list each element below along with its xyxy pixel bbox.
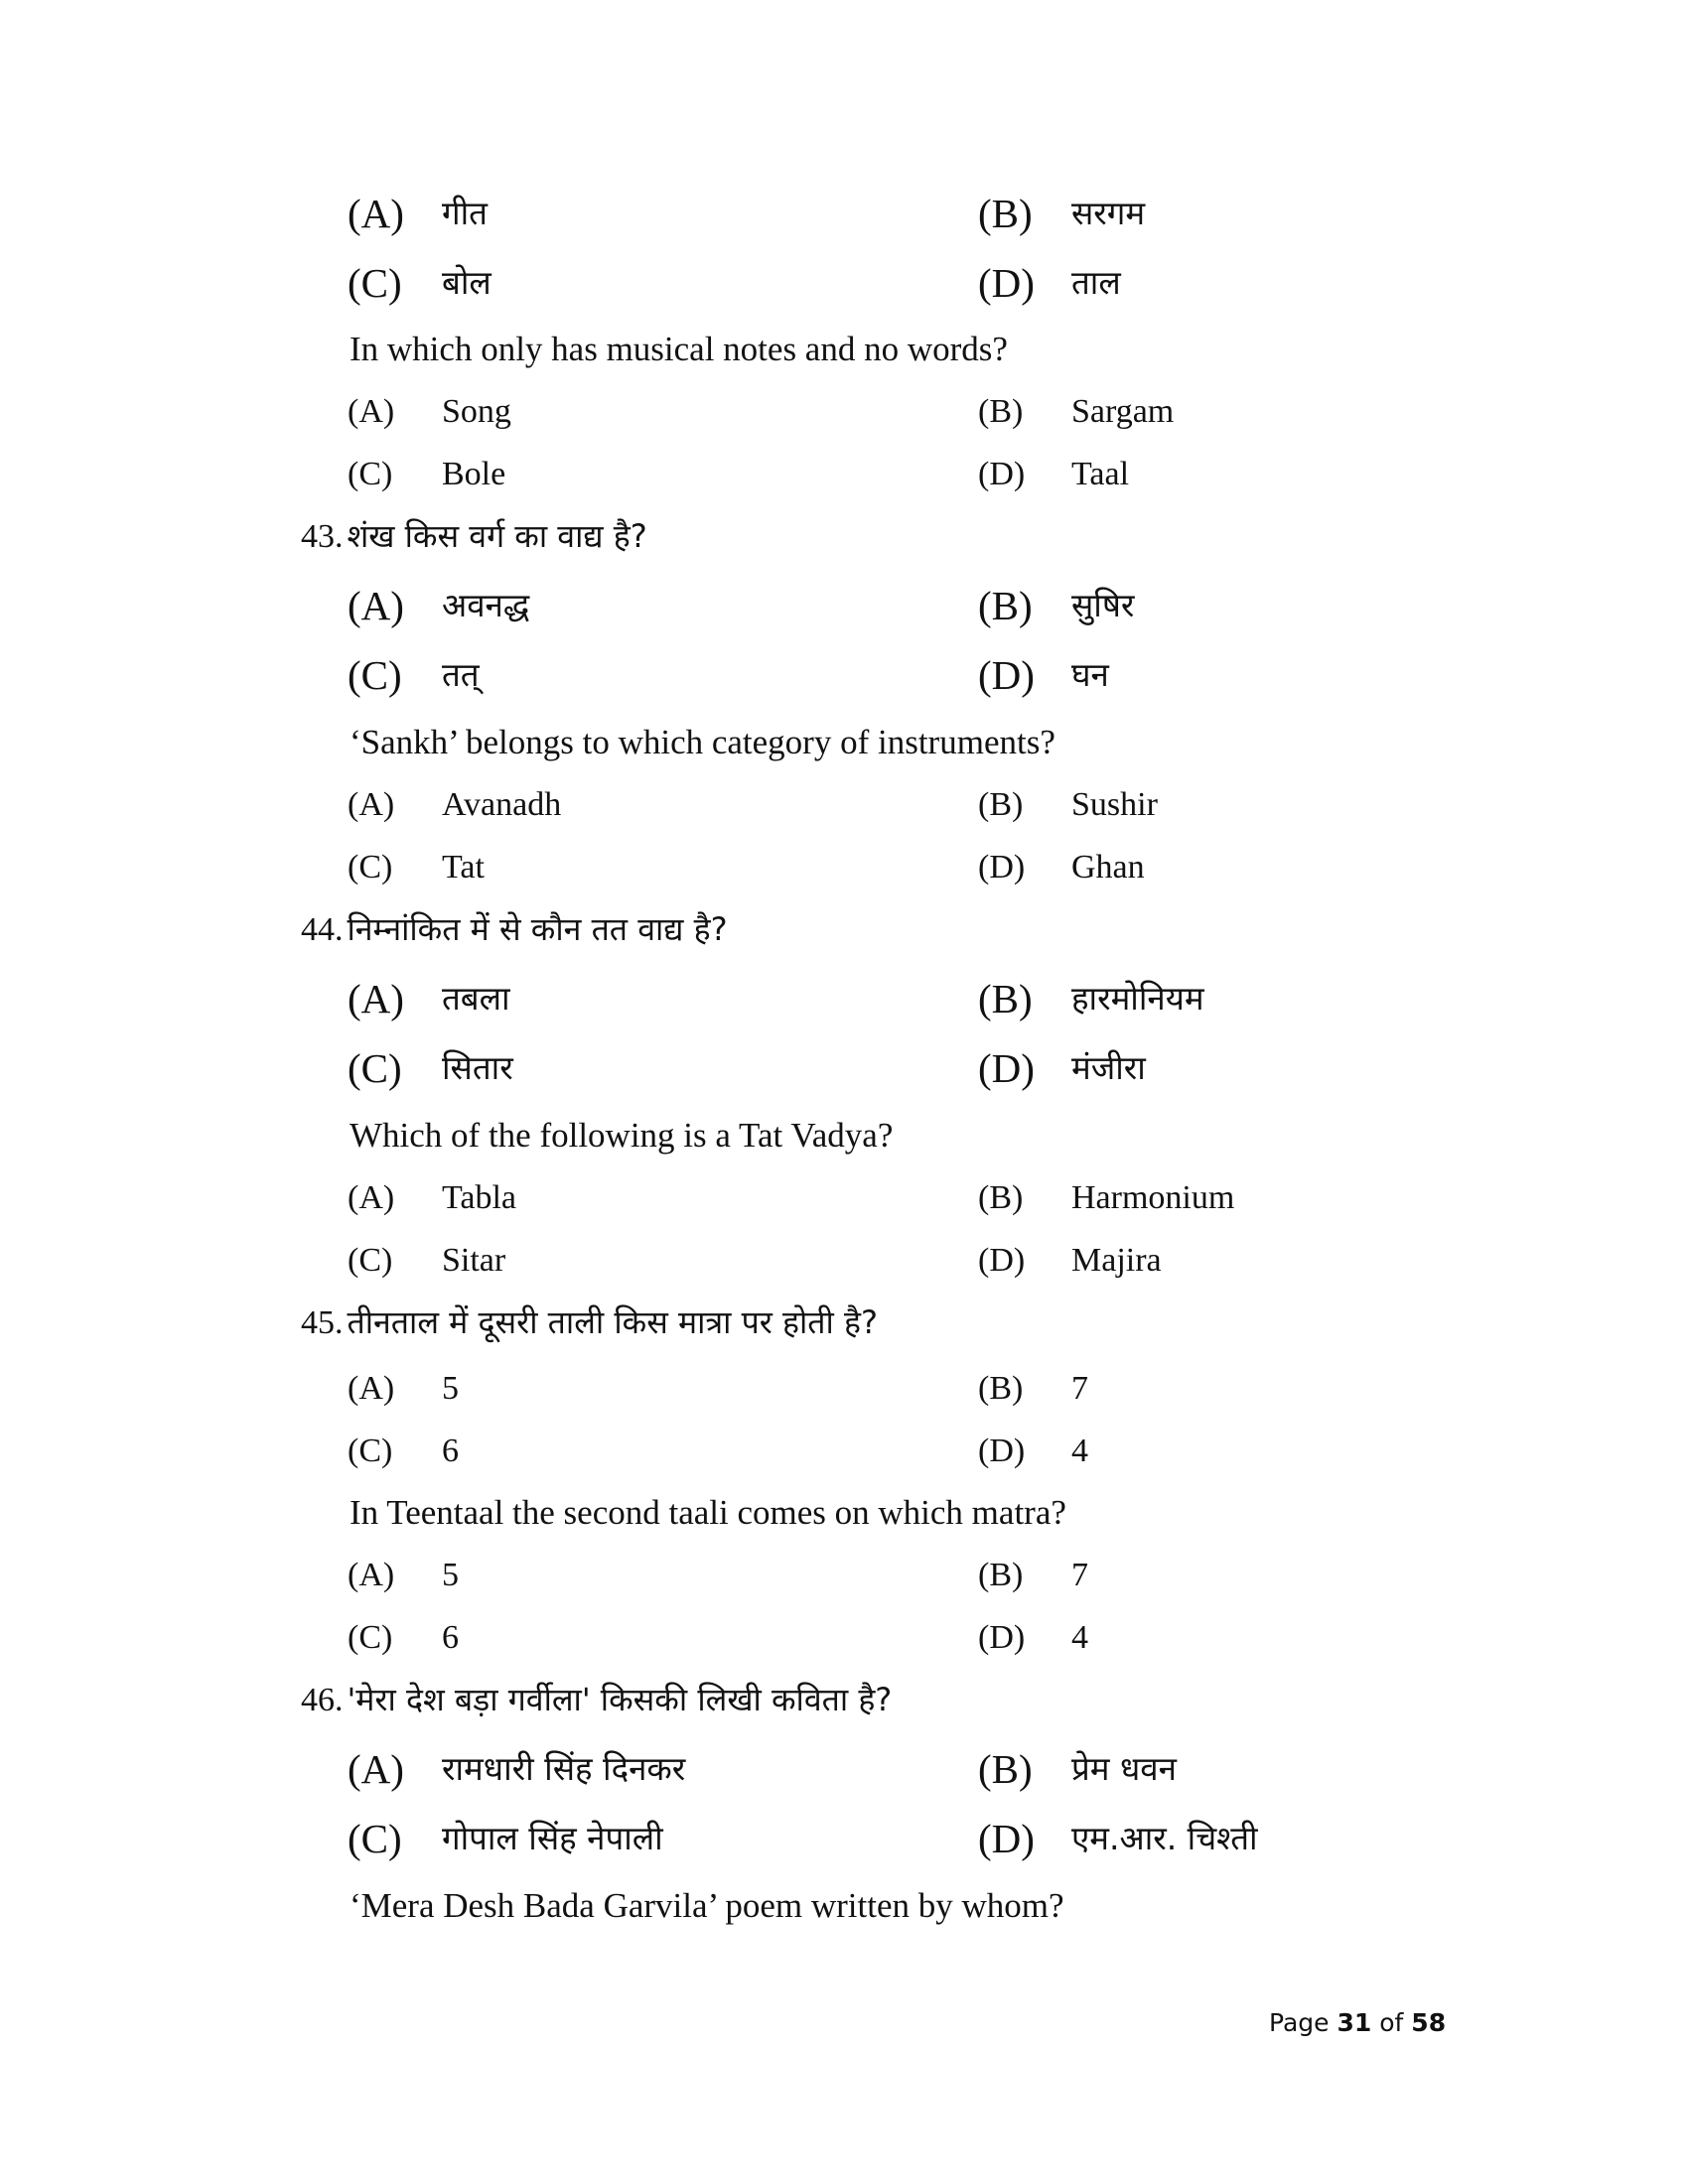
option-label: (A) <box>348 1179 395 1216</box>
option-label: (C) <box>348 1045 402 1091</box>
option-label: (C) <box>348 1619 393 1656</box>
option-text: 4 <box>1071 1433 1088 1469</box>
option-label: (D) <box>978 1816 1035 1861</box>
option-text: Sargam <box>1071 393 1175 430</box>
option-row <box>0 1420 1688 1483</box>
option-text: ताल <box>1071 263 1121 302</box>
option-row <box>0 1544 1688 1607</box>
option-label: (A) <box>348 583 404 628</box>
option-label: (B) <box>978 1746 1033 1792</box>
option-label: (D) <box>978 652 1035 698</box>
option-row <box>0 380 1688 444</box>
option-text: Majira <box>1071 1242 1162 1279</box>
option-row <box>0 443 1688 506</box>
option-label: (D) <box>978 1433 1026 1469</box>
question-number: 46. <box>301 1682 344 1718</box>
page-footer <box>1269 2003 1446 2043</box>
option-text: अवनद्ध <box>442 586 530 624</box>
option-label: (A) <box>348 393 395 430</box>
question-english: Which of the following is a Tat Vadya? <box>350 1116 894 1155</box>
option-text: प्रेम धवन <box>1071 1749 1177 1788</box>
total-page-count: 58 <box>1411 2008 1447 2037</box>
option-text: Ghan <box>1071 849 1145 886</box>
option-label: (B) <box>978 191 1033 236</box>
question-text: 'मेरा देश बड़ा गर्वीला' किसकी लिखी कविता है? <box>347 1681 893 1718</box>
option-text: सुषिर <box>1071 586 1135 624</box>
question-hindi <box>301 1291 878 1361</box>
option-text: Avanadh <box>442 786 562 823</box>
option-text: Taal <box>1071 456 1130 492</box>
option-text: तत् <box>442 655 480 694</box>
option-label: (B) <box>978 1179 1024 1216</box>
of-word: of <box>1379 2008 1404 2037</box>
option-label: (A) <box>348 1370 395 1407</box>
option-label: (D) <box>978 1619 1026 1656</box>
option-label: (D) <box>978 1242 1026 1279</box>
question-number: 44. <box>301 911 344 948</box>
option-text: बोल <box>442 263 492 302</box>
option-text: 6 <box>442 1619 459 1656</box>
option-row <box>0 836 1688 899</box>
option-text: 7 <box>1071 1370 1088 1407</box>
option-row <box>0 1036 1688 1100</box>
question-number: 43. <box>301 518 344 555</box>
option-text: Tat <box>442 849 485 886</box>
option-text: सितार <box>442 1048 513 1087</box>
option-text: Tabla <box>442 1179 517 1216</box>
option-label: (D) <box>978 849 1026 886</box>
question-english: In which only has musical notes and no words? <box>350 330 1008 368</box>
option-row <box>0 574 1688 637</box>
option-text: रामधारी सिंह दिनकर <box>442 1749 686 1788</box>
option-text: Harmonium <box>1071 1179 1235 1216</box>
option-row <box>0 773 1688 837</box>
option-text: गोपाल सिंह नेपाली <box>442 1819 663 1857</box>
option-row <box>0 967 1688 1030</box>
option-text: 4 <box>1071 1619 1088 1656</box>
option-label: (C) <box>348 1433 393 1469</box>
question-english: In Teentaal the second taali comes on which matra? <box>350 1493 1066 1532</box>
option-text: Bole <box>442 456 506 492</box>
question-text: निम्नांकित में से कौन तत वाद्य है? <box>347 910 728 948</box>
option-label: (C) <box>348 849 393 886</box>
question-hindi <box>301 504 647 575</box>
option-row <box>0 643 1688 707</box>
question-text: तीनताल में दूसरी ताली किस मात्रा पर होती है? <box>347 1303 878 1341</box>
option-label: (A) <box>348 191 404 236</box>
question-hindi <box>301 897 728 968</box>
option-text: 7 <box>1071 1557 1088 1593</box>
option-label: (B) <box>978 786 1024 823</box>
question-english: ‘Sankh’ belongs to which category of instruments? <box>350 723 1055 761</box>
option-text: 5 <box>442 1557 459 1593</box>
option-row <box>0 1606 1688 1670</box>
option-label: (C) <box>348 260 402 306</box>
option-text: एम.आर. चिश्ती <box>1071 1819 1258 1857</box>
option-label: (A) <box>348 1557 395 1593</box>
option-row <box>0 1229 1688 1293</box>
option-label: (C) <box>348 652 402 698</box>
question-text: शंख किस वर्ग का वाद्य है? <box>347 517 647 555</box>
option-text: Sitar <box>442 1242 506 1279</box>
option-text: 5 <box>442 1370 459 1407</box>
option-label: (B) <box>978 1557 1024 1593</box>
option-label: (D) <box>978 1045 1035 1091</box>
option-text: हारमोनियम <box>1071 979 1204 1018</box>
option-text: गीत <box>442 194 488 232</box>
current-page-number: 31 <box>1336 2008 1372 2037</box>
page-word: Page <box>1269 2008 1330 2037</box>
option-text: तबला <box>442 979 510 1018</box>
option-label: (C) <box>348 1242 393 1279</box>
option-label: (A) <box>348 1746 404 1792</box>
option-text: घन <box>1071 655 1109 694</box>
option-row <box>0 182 1688 245</box>
option-label: (D) <box>978 456 1026 492</box>
option-label: (C) <box>348 1816 402 1861</box>
question-number: 45. <box>301 1304 344 1341</box>
option-row <box>0 1737 1688 1801</box>
option-label: (B) <box>978 393 1024 430</box>
option-text: मंजीरा <box>1071 1048 1146 1087</box>
option-text: Song <box>442 393 511 430</box>
option-row <box>0 1357 1688 1421</box>
option-label: (A) <box>348 976 404 1022</box>
option-label: (C) <box>348 456 393 492</box>
option-label: (D) <box>978 260 1035 306</box>
option-label: (B) <box>978 976 1033 1022</box>
option-text: सरगम <box>1071 194 1146 232</box>
option-label: (A) <box>348 786 395 823</box>
option-text: Sushir <box>1071 786 1158 823</box>
option-label: (B) <box>978 583 1033 628</box>
question-hindi <box>301 1668 892 1738</box>
option-row <box>0 1166 1688 1230</box>
option-label: (B) <box>978 1370 1024 1407</box>
option-row <box>0 1807 1688 1870</box>
option-text: 6 <box>442 1433 459 1469</box>
question-english: ‘Mera Desh Bada Garvila’ poem written by whom? <box>350 1886 1064 1925</box>
option-row <box>0 251 1688 315</box>
